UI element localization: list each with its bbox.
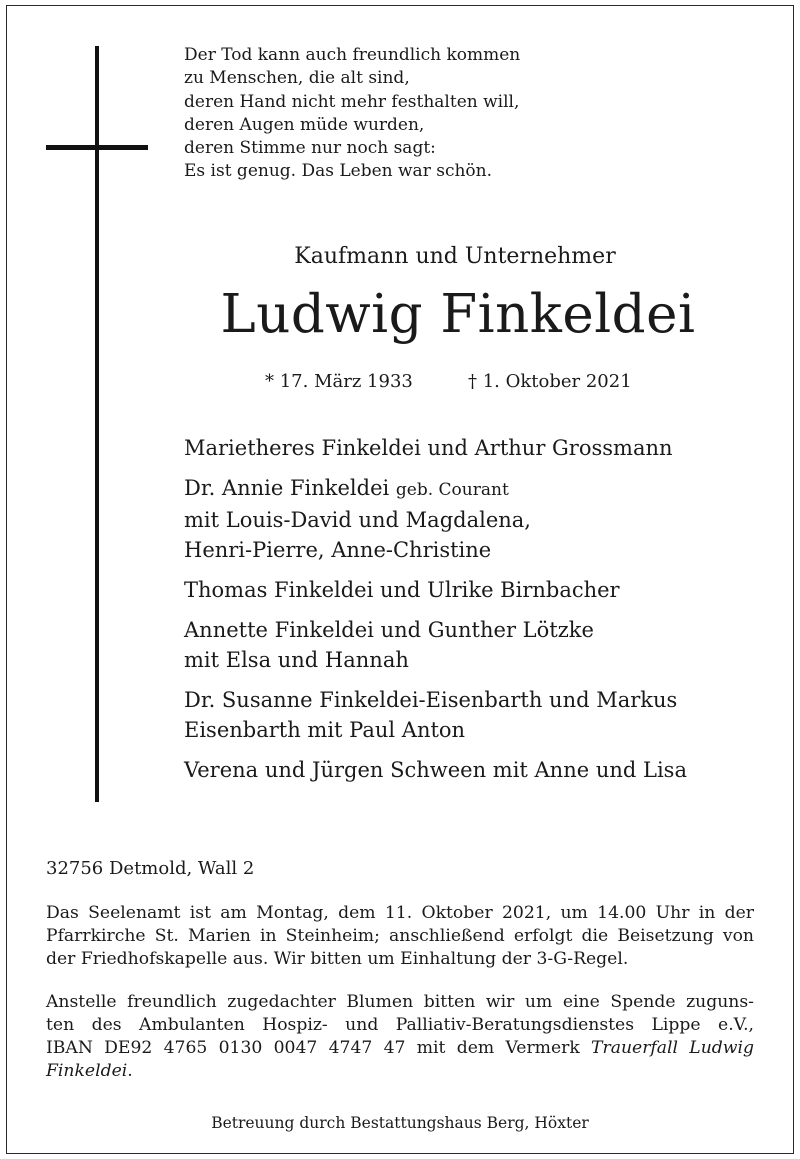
- poem-line: Es ist genug. Das Leben war schön.: [184, 161, 493, 182]
- mourner-line: mit Louis-David und Magdalena,: [184, 508, 531, 532]
- cross-vertical-bar: [95, 46, 99, 802]
- cross-horizontal-bar: [46, 145, 148, 150]
- donation-text: IBAN DE92 4765 0130 0047 4747 47 mit dem Vermerk: [46, 1038, 580, 1058]
- mourner-line: Dr. Susanne Finkeldei-Eisenbarth und Markus: [184, 688, 678, 712]
- deceased-name: Ludwig Finkeldei: [220, 284, 696, 345]
- poem-line: deren Hand nicht mehr festhalten will,: [184, 91, 520, 112]
- donation-reference: Finkeldei: [46, 1061, 128, 1081]
- mourner-group: [184, 615, 687, 675]
- poem-line: deren Augen müde wurden,: [184, 114, 425, 135]
- service-line: Pfarrkirche St. Marien in Steinheim; anschließend erfolgt die Beisetzung von: [46, 926, 754, 946]
- donation-line: [46, 1060, 754, 1083]
- mourner-group: [184, 473, 687, 565]
- mourner-group: [184, 433, 687, 463]
- funeral-home-footer: Betreuung durch Bestattungshaus Berg, Höxter: [211, 1114, 589, 1132]
- mourner-line: Thomas Finkeldei und Ulrike Birnbacher: [184, 578, 620, 602]
- mourner-line: Henri-Pierre, Anne-Christine: [184, 538, 492, 562]
- profession: Kaufmann und Unternehmer: [294, 244, 616, 269]
- mourner-group: [184, 755, 687, 785]
- mourners-list: [184, 433, 687, 795]
- poem-line: deren Stimme nur noch sagt:: [184, 138, 436, 159]
- donation-line: Anstelle freundlich zugedachter Blumen bitten wir um eine Spende zuguns-: [46, 992, 754, 1012]
- service-line: Das Seelenamt ist am Montag, dem 11. Oktober 2021, um 14.00 Uhr in der: [46, 903, 754, 923]
- maiden-name: geb. Courant: [395, 480, 509, 500]
- poem: [184, 44, 520, 184]
- mourner-name: Dr. Annie Finkeldei: [184, 476, 390, 500]
- poem-line: zu Menschen, die alt sind,: [184, 68, 410, 89]
- mourner-group: [184, 575, 687, 605]
- donation-line: ten des Ambulanten Hospiz- und Palliativ-Beratungsdienstes Lippe e.V.,: [46, 1015, 754, 1035]
- donation-paragraph: [46, 991, 754, 1083]
- mourner-line: [184, 473, 687, 505]
- mourner-group: [184, 685, 687, 745]
- donation-line: [46, 1037, 754, 1060]
- mourner-line: Verena und Jürgen Schween mit Anne und Lisa: [184, 758, 687, 782]
- donation-reference: Trauerfall Ludwig: [591, 1038, 754, 1058]
- service-line: der Friedhofskapelle aus. Wir bitten um Einhaltung der 3-G-Regel.: [46, 949, 629, 969]
- death-date: † 1. Oktober 2021: [468, 371, 632, 392]
- birth-date: * 17. März 1933: [265, 371, 413, 392]
- service-paragraph: [46, 902, 754, 971]
- mourner-line: Annette Finkeldei und Gunther Lötzke: [184, 618, 594, 642]
- mourner-line: Marietheres Finkeldei und Arthur Grossmann: [184, 436, 673, 460]
- mourner-line: mit Elsa und Hannah: [184, 648, 409, 672]
- mourner-line: Eisenbarth mit Paul Anton: [184, 718, 466, 742]
- poem-line: Der Tod kann auch freundlich kommen: [184, 45, 521, 65]
- address: 32756 Detmold, Wall 2: [46, 858, 255, 879]
- donation-end: .: [127, 1061, 133, 1081]
